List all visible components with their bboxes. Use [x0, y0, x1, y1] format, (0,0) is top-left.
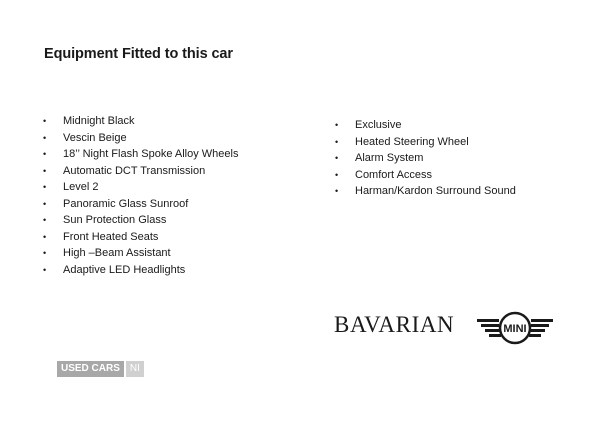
equipment-item: • Panoramic Glass Sunroof: [43, 196, 238, 213]
equipment-item: • Midnight Black: [43, 113, 238, 130]
equipment-item: • Comfort Access: [335, 167, 516, 184]
badge-secondary: NI: [126, 361, 144, 377]
equipment-item: • Heated Steering Wheel: [335, 134, 516, 151]
equipment-item: • 18’’ Night Flash Spoke Alloy Wheels: [43, 146, 238, 163]
used-cars-ni-badge: [57, 361, 144, 377]
mini-logo-icon: [477, 311, 553, 347]
page-title: Equipment Fitted to this car: [44, 46, 233, 62]
badge-primary: USED CARS: [57, 361, 124, 377]
equipment-item: • Level 2: [43, 179, 238, 196]
equipment-item: • Adaptive LED Headlights: [43, 262, 238, 279]
equipment-item: • High –Beam Assistant: [43, 245, 238, 262]
equipment-item: • Front Heated Seats: [43, 229, 238, 246]
equipment-item: • Harman/Kardon Surround Sound: [335, 183, 516, 200]
equipment-item: • Sun Protection Glass: [43, 212, 238, 229]
equipment-item: • Alarm System: [335, 150, 516, 167]
dealer-logo-text: BAVARIAN: [334, 312, 455, 337]
equipment-item: • Vescin Beige: [43, 130, 238, 147]
mini-logo-text: MINI: [503, 323, 527, 335]
equipment-item: • Exclusive: [335, 117, 516, 134]
equipment-list-left: [43, 113, 238, 278]
equipment-list-right: [335, 117, 516, 200]
equipment-item: • Automatic DCT Transmission: [43, 163, 238, 180]
